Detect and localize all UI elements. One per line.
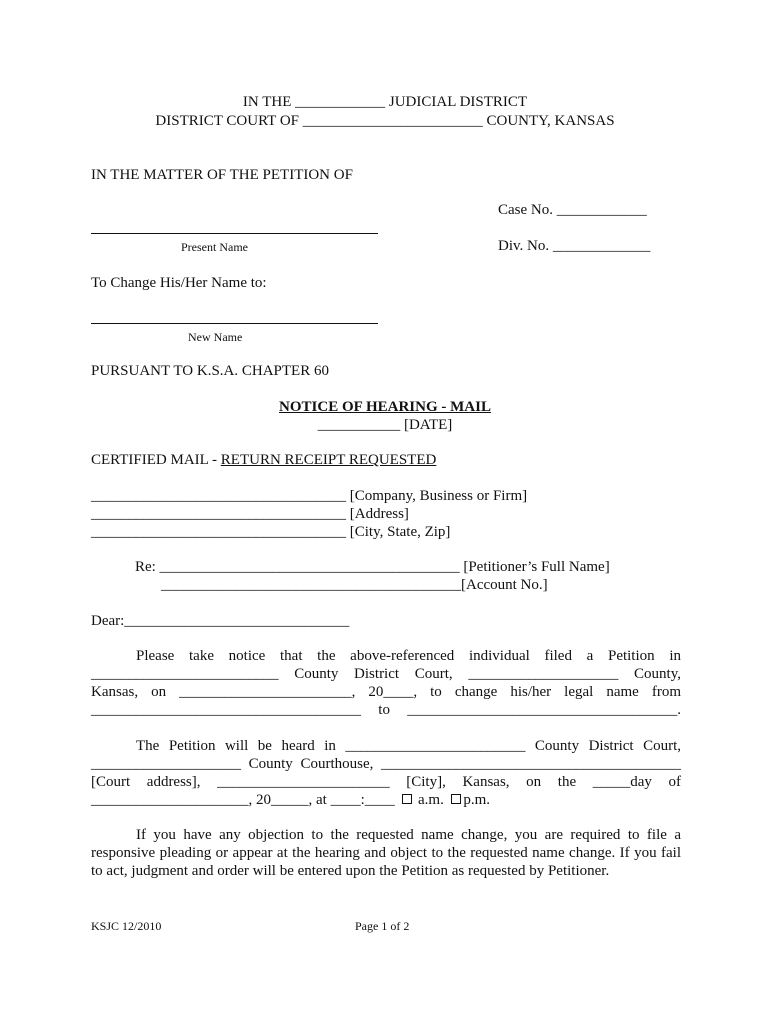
paragraph1-line4: ____________________________________ to ____________________________________. xyxy=(91,702,681,718)
present-name-line xyxy=(91,233,378,234)
return-receipt-requested: RETURN RECEIPT REQUESTED xyxy=(220,452,437,468)
paragraph3-line3: to act, judgment and order will be entered upon the Petition as requested by Petitioner. xyxy=(91,863,610,879)
new-name-label: New Name xyxy=(188,330,243,344)
form-id: KSJC 12/2010 xyxy=(91,919,162,933)
paragraph1-line2: _________________________ County District Court, ____________________ County, xyxy=(91,666,681,682)
pm-label: p.m. xyxy=(463,792,490,808)
paragraph1-line1: Please take notice that the above-referenced individual filed a Petition in xyxy=(136,648,681,664)
am-checkbox[interactable] xyxy=(402,794,412,804)
court-header-line2: DISTRICT COURT OF ________________________ COUNTY, KANSAS xyxy=(155,113,615,129)
paragraph2-line3: [Court address], _______________________ [City], Kansas, on the _____day of xyxy=(91,774,681,790)
certified-mail-line xyxy=(91,451,436,469)
change-to-label: To Change His/Her Name to: xyxy=(91,275,267,291)
case-number: Case No. ____________ xyxy=(498,202,647,218)
address-line-company: __________________________________ [Company, Business or Firm] xyxy=(91,488,528,504)
notice-title: NOTICE OF HEARING - MAIL xyxy=(279,399,491,415)
page-number: Page 1 of 2 xyxy=(355,919,410,933)
new-name-line xyxy=(91,323,378,324)
pursuant-line: PURSUANT TO K.S.A. CHAPTER 60 xyxy=(91,363,329,379)
certified-prefix: CERTIFIED MAIL - xyxy=(91,452,221,468)
present-name-label: Present Name xyxy=(181,240,248,254)
address-line-city: __________________________________ [City, State, Zip] xyxy=(91,524,451,540)
hearing-date-time: _____________________, 20_____, at ____:____ xyxy=(91,792,395,808)
matter-heading: IN THE MATTER OF THE PETITION OF xyxy=(91,167,353,183)
pm-checkbox[interactable] xyxy=(451,794,461,804)
re-petitioner-line: Re: ________________________________________ [Petitioner’s Full Name] xyxy=(135,559,610,575)
date-line: ___________ [DATE] xyxy=(317,417,453,433)
paragraph2-line1: The Petition will be heard in ________________________ County District Court, xyxy=(136,738,681,754)
address-line-address: __________________________________ [Address] xyxy=(91,506,409,522)
paragraph3-line1: If you have any objection to the requested name change, you are required to file a xyxy=(136,827,681,843)
dear-salutation: Dear:______________________________ xyxy=(91,613,350,629)
div-number: Div. No. _____________ xyxy=(498,238,651,254)
paragraph1-line3: Kansas, on _______________________, 20____, to change his/her legal name from xyxy=(91,684,681,700)
am-label: a.m. xyxy=(418,792,444,808)
paragraph3-line2: responsive pleading or appear at the hearing and object to the requested name change. If you fail xyxy=(91,845,681,861)
paragraph2-line4 xyxy=(91,791,490,809)
re-account-line: ________________________________________[Account No.] xyxy=(161,577,548,593)
court-header-line1: IN THE ____________ JUDICIAL DISTRICT xyxy=(242,94,528,110)
paragraph2-line2: ____________________ County Courthouse, ________________________________________ xyxy=(91,756,681,772)
